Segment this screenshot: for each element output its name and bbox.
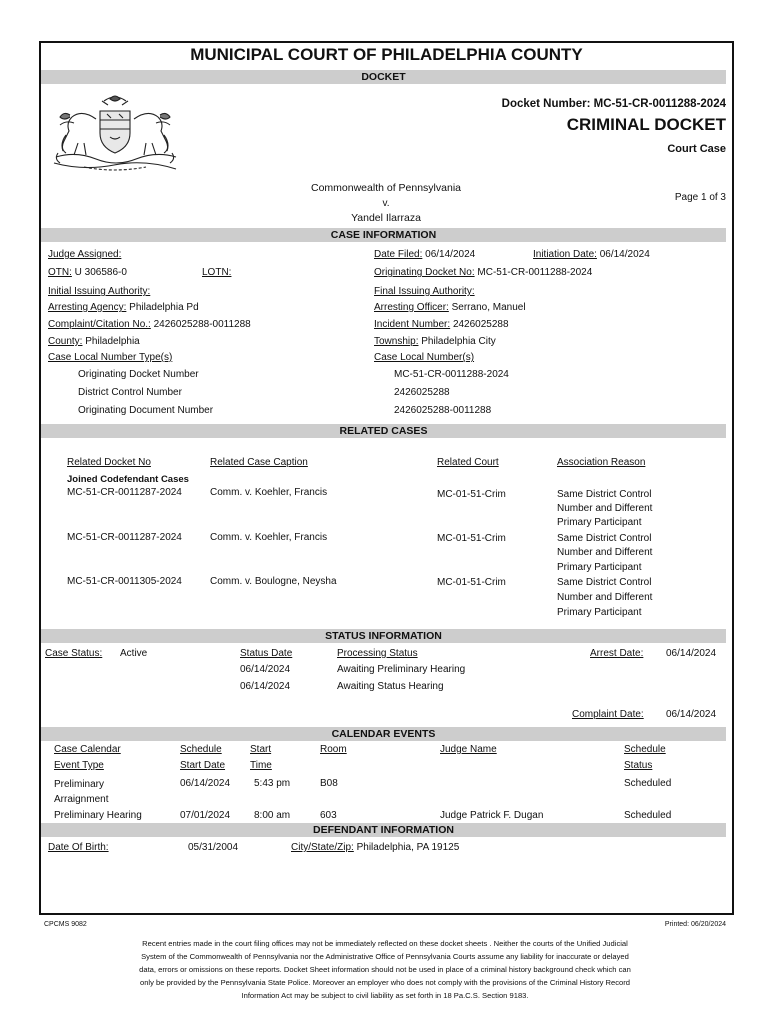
local-number-item: 2426025288-0011288 <box>394 405 492 416</box>
related-docket-header: Related Docket No <box>67 457 151 468</box>
initial-issuing-label: Initial Issuing Authority: <box>48 286 151 297</box>
case-calendar-header: Case Calendar <box>54 744 121 755</box>
complaint-number-field <box>48 318 251 331</box>
joined-codefendant-label: Joined Codefendant Cases <box>67 474 189 485</box>
related-court-header: Related Court <box>437 457 499 468</box>
status-date: 06/14/2024 <box>240 681 291 692</box>
local-type-item: Originating Docket Number <box>78 369 199 380</box>
caption-defendant: Yandel Ilarraza <box>351 212 421 224</box>
originating-docket-label: Originating Docket No: <box>374 267 475 278</box>
association-reason: Number and Different <box>557 592 653 603</box>
case-status-label: Case Status: <box>45 648 103 659</box>
arresting-officer-field <box>374 301 526 314</box>
processing-status: Awaiting Preliminary Hearing <box>337 664 466 675</box>
township-value: Philadelphia City <box>421 336 496 347</box>
case-information-bar: CASE INFORMATION <box>41 228 726 242</box>
docket-number-line <box>502 97 726 111</box>
schedule-header: Schedule <box>180 744 222 755</box>
township-field <box>374 335 496 348</box>
form-code: CPCMS 9082 <box>44 921 87 928</box>
court-title: MUNICIPAL COURT OF PHILADELPHIA COUNTY <box>190 45 583 64</box>
date-filed-label: Date Filed: <box>374 249 423 260</box>
related-docket: MC-51-CR-0011287-2024 <box>67 532 182 543</box>
arrest-date-label: Arrest Date: <box>590 648 644 659</box>
related-caption: Comm. v. Koehler, Francis <box>210 487 328 498</box>
disclaimer <box>88 937 682 1002</box>
caption-plaintiff: Commonwealth of Pennsylvania <box>311 182 461 194</box>
dob-value: 05/31/2004 <box>188 842 239 853</box>
local-number-item: MC-51-CR-0011288-2024 <box>394 369 509 380</box>
docket-number: MC-51-CR-0011288-2024 <box>593 98 726 110</box>
event-status: Scheduled <box>624 810 672 821</box>
docket-section-bar: DOCKET <box>41 70 726 84</box>
event-type-header: Event Type <box>54 760 104 771</box>
case-status-value: Active <box>120 648 148 659</box>
otn-label: OTN: <box>48 267 72 278</box>
case-kind: Court Case <box>667 143 726 155</box>
docket-type: CRIMINAL DOCKET <box>566 115 726 134</box>
event-room: 603 <box>320 810 337 821</box>
association-reason-header: Association Reason <box>557 457 646 468</box>
final-issuing-label: Final Issuing Authority: <box>374 286 475 297</box>
incident-number-label: Incident Number: <box>374 319 451 330</box>
related-court: MC-01-51-Crim <box>437 489 506 500</box>
local-type-item: Originating Document Number <box>78 405 214 416</box>
start-header: Start <box>250 744 272 755</box>
lotn-label: LOTN: <box>202 267 232 278</box>
arresting-officer-label: Arresting Officer: <box>374 302 449 313</box>
arrest-date-value: 06/14/2024 <box>666 648 717 659</box>
related-cases-bar: RELATED CASES <box>41 424 726 438</box>
county-label: County: <box>48 336 83 347</box>
status-date: 06/14/2024 <box>240 664 291 675</box>
related-court: MC-01-51-Crim <box>437 533 506 544</box>
arresting-officer-value: Serrano, Manuel <box>451 302 526 313</box>
association-reason: Number and Different <box>557 547 653 558</box>
date-filed-field <box>374 248 475 261</box>
city-state-zip-value: Philadelphia, PA 19125 <box>356 842 460 853</box>
processing-status-header: Processing Status <box>337 648 418 659</box>
status-header: Status <box>624 760 653 771</box>
related-court: MC-01-51-Crim <box>437 577 506 588</box>
county-field <box>48 335 140 348</box>
otn-field <box>48 266 127 279</box>
judge-name-header: Judge Name <box>440 744 497 755</box>
disclaimer-line: Information Act may be subject to civil liability as set forth in 18 Pa.C.S. Section 9183. <box>241 991 529 1001</box>
originating-docket-value: MC-51-CR-0011288-2024 <box>477 267 593 278</box>
originating-docket-field <box>374 266 592 279</box>
township-label: Township: <box>374 336 419 347</box>
related-caption: Comm. v. Boulogne, Neysha <box>210 576 337 587</box>
disclaimer-line: data, errors or omissions on these reports. Docket Sheet information should not be used in place of a criminal history background check which can <box>139 965 631 975</box>
related-docket: MC-51-CR-0011287-2024 <box>67 487 182 498</box>
event-date: 07/01/2024 <box>180 810 231 821</box>
event-status: Scheduled <box>624 778 672 789</box>
initiation-date-value: 06/14/2024 <box>599 249 650 260</box>
city-state-zip-label: City/State/Zip: <box>291 842 354 853</box>
event-time: 5:43 pm <box>254 778 291 789</box>
printed-date: Printed: 06/20/2024 <box>664 921 726 928</box>
disclaimer-line: Recent entries made in the court filing offices may not be immediately reflected on these docket sheets . Neither the courts of the Unified Judicial <box>142 939 628 948</box>
association-reason: Same District Control <box>557 533 652 544</box>
arresting-agency-field <box>48 301 199 314</box>
related-docket: MC-51-CR-0011305-2024 <box>67 576 182 587</box>
dob-label: Date Of Birth: <box>48 842 109 853</box>
event-room: B08 <box>320 778 338 789</box>
association-reason: Primary Participant <box>557 562 642 573</box>
event-type: Preliminary <box>54 779 105 790</box>
association-reason: Same District Control <box>557 489 652 500</box>
disclaimer-line: System of the Commonwealth of Pennsylvania nor the Administrative Office of Pennsylvania Courts assume any liability for inaccurate or delayed <box>141 952 629 962</box>
complaint-date-value: 06/14/2024 <box>666 709 717 720</box>
processing-status: Awaiting Status Hearing <box>337 681 444 692</box>
page-indicator: Page 1 of 3 <box>674 192 726 203</box>
association-reason: Same District Control <box>557 577 652 588</box>
incident-number-value: 2426025288 <box>452 319 509 330</box>
disclaimer-line: only be provided by the Pennsylvania State Police. Moreover an employer who does not comply with the provisions of the Criminal History Record <box>139 978 631 988</box>
caption-versus: v. <box>382 198 390 209</box>
association-reason: Primary Participant <box>557 517 642 528</box>
status-information-bar: STATUS INFORMATION <box>41 629 726 643</box>
local-number-types-label: Case Local Number Type(s) <box>48 352 173 363</box>
local-type-item: District Control Number <box>78 387 182 398</box>
city-state-zip-field <box>291 841 459 854</box>
complaint-number-value: 2426025288-0011288 <box>153 319 251 330</box>
related-caption: Comm. v. Koehler, Francis <box>210 532 328 543</box>
incident-number-field <box>374 318 509 331</box>
association-reason: Primary Participant <box>557 607 642 618</box>
start-date-header: Start Date <box>180 760 226 771</box>
defendant-information-bar: DEFENDANT INFORMATION <box>41 823 726 837</box>
schedule-status-header: Schedule <box>624 744 666 755</box>
initiation-date-label: Initiation Date: <box>533 249 597 260</box>
room-header: Room <box>320 744 347 755</box>
related-caption-header: Related Case Caption <box>210 457 308 468</box>
arresting-agency-label: Arresting Agency: <box>48 302 127 313</box>
complaint-date-label: Complaint Date: <box>572 709 644 720</box>
event-date: 06/14/2024 <box>180 778 231 789</box>
arresting-agency-value: Philadelphia Pd <box>129 302 199 313</box>
event-time: 8:00 am <box>254 810 291 821</box>
association-reason: Number and Different <box>557 503 653 514</box>
event-judge: Judge Patrick F. Dugan <box>440 810 544 821</box>
status-date-header: Status Date <box>240 648 293 659</box>
event-type: Arraignment <box>54 794 109 805</box>
calendar-events-bar: CALENDAR EVENTS <box>41 727 726 741</box>
county-value: Philadelphia <box>85 336 140 347</box>
docket-number-label: Docket Number: <box>501 98 591 110</box>
initiation-date-field <box>533 248 650 261</box>
local-numbers-label: Case Local Number(s) <box>374 352 475 363</box>
pennsylvania-coat-of-arms-icon <box>44 93 186 178</box>
complaint-number-label: Complaint/Citation No.: <box>48 319 151 330</box>
judge-assigned-label: Judge Assigned: <box>48 249 122 260</box>
otn-value: U 306586-0 <box>74 267 127 278</box>
local-number-item: 2426025288 <box>394 387 450 398</box>
date-filed-value: 06/14/2024 <box>425 249 476 260</box>
time-header: Time <box>250 760 272 771</box>
event-type: Preliminary Hearing <box>54 810 142 821</box>
